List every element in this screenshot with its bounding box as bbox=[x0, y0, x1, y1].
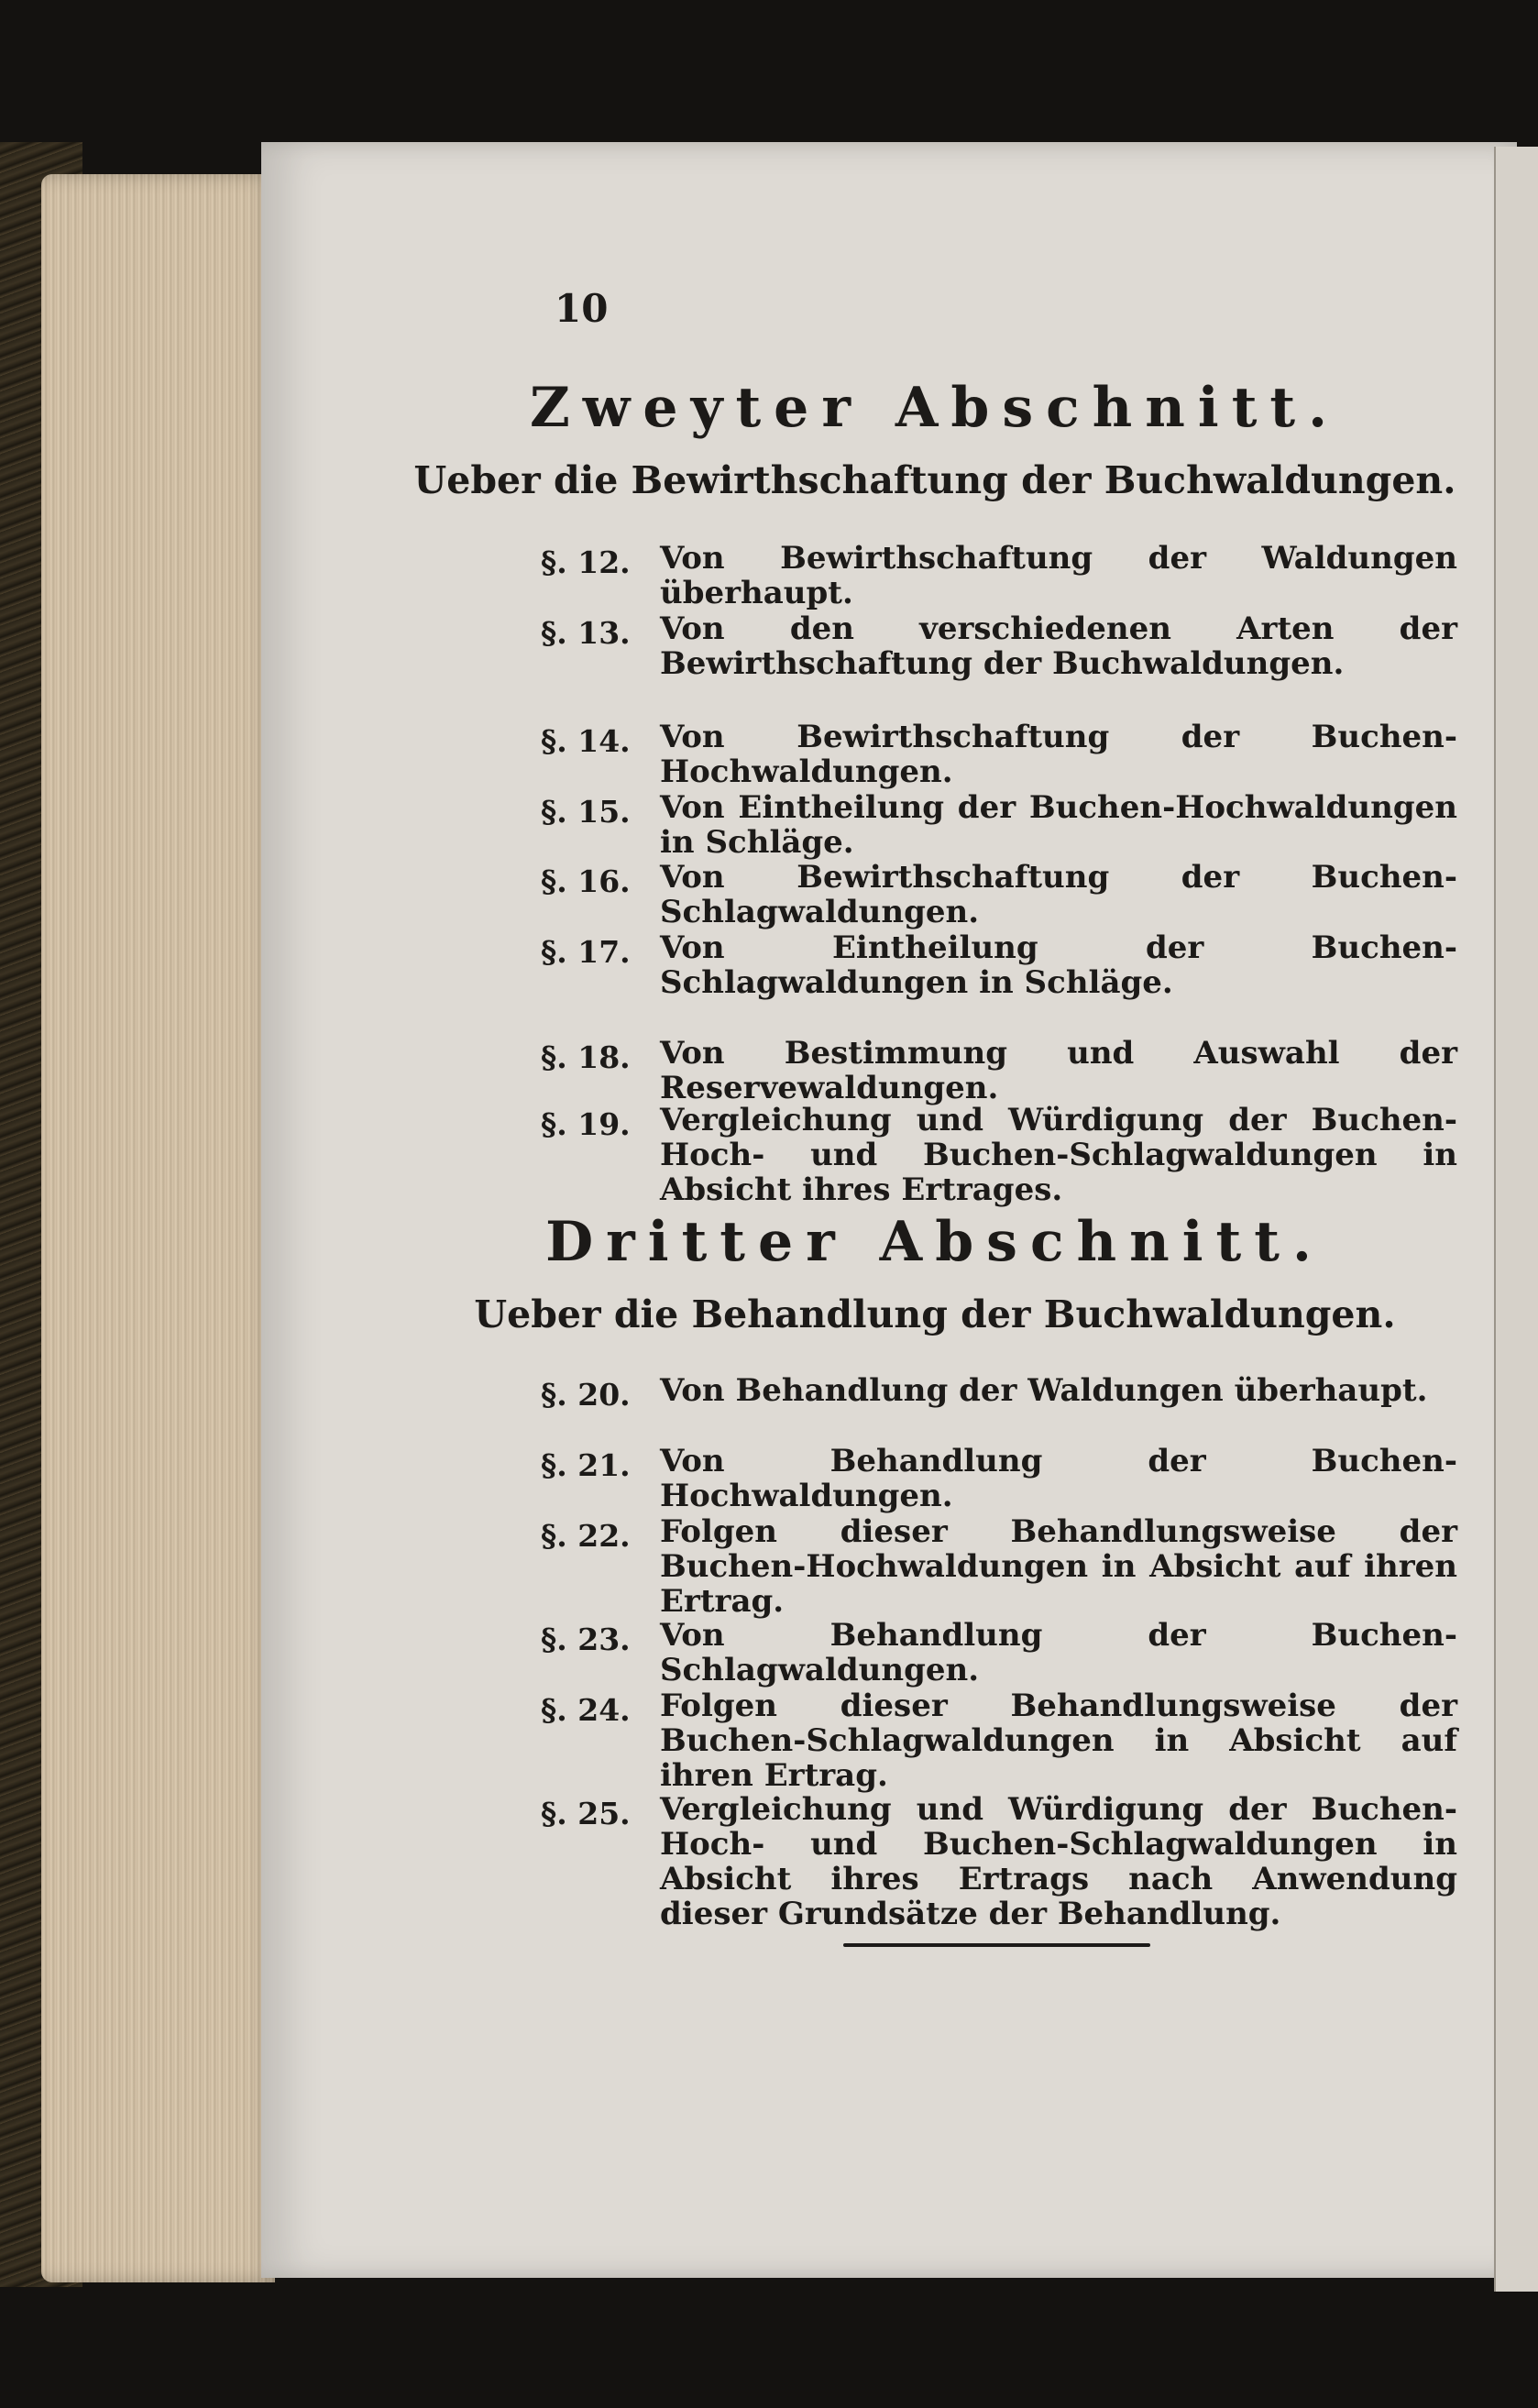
toc-entry bbox=[541, 1036, 1457, 1105]
entry-text: Von Bewirthschaftung der Buchen-Hochwaldungen. bbox=[660, 719, 1457, 790]
section-title-zweyter: Zweyter Abschnitt. bbox=[529, 376, 1341, 440]
entry-text: Vergleichung und Würdigung der Buchen-Hoch- und Buchen-Schlagwaldungen in Absicht ihres Ertrages. bbox=[660, 1102, 1457, 1208]
entry-text: Folgen dieser Behandlungsweise der Buchen-Hochwaldungen in Absicht auf ihren Ertrag. bbox=[660, 1513, 1457, 1620]
paragraph-number: §. 25. bbox=[541, 1796, 631, 1831]
toc-entry bbox=[541, 1444, 1457, 1513]
entry-text: Von Eintheilung der Buchen-Hochwaldungen in Schläge. bbox=[660, 789, 1457, 861]
paragraph-number: §. 22. bbox=[541, 1518, 631, 1554]
paragraph-number: §. 18. bbox=[541, 1039, 631, 1075]
toc-entry bbox=[541, 930, 1457, 1000]
entry-text: Von Eintheilung der Buchen-Schlagwaldungen in Schläge. bbox=[660, 929, 1457, 1001]
toc-entry bbox=[541, 1103, 1457, 1207]
section-subtitle-dritter: Ueber die Behandlung der Buchwaldungen. bbox=[474, 1292, 1396, 1336]
paragraph-number: §. 21. bbox=[541, 1447, 631, 1483]
paragraph-number: §. 20. bbox=[541, 1377, 631, 1413]
paragraph-number: §. 24. bbox=[541, 1692, 631, 1728]
toc-entry bbox=[541, 1792, 1457, 1931]
section-title-dritter: Dritter Abschnitt. bbox=[545, 1210, 1324, 1274]
entry-text: Folgen dieser Behandlungsweise der Buchen-Schlagwaldungen in Absicht auf ihren Ertrag. bbox=[660, 1688, 1457, 1794]
paragraph-number: §. 16. bbox=[541, 863, 631, 899]
paragraph-number: §. 23. bbox=[541, 1622, 631, 1657]
toc-entry bbox=[541, 860, 1457, 929]
entry-text: Vergleichung und Würdigung der Buchen-Hoch- und Buchen-Schlagwaldungen in Absicht ihres Ertrags nach Anwendung dieser Grundsätze der Behandlung. bbox=[660, 1791, 1457, 1932]
toc-entry bbox=[541, 720, 1457, 789]
paragraph-number: §. 13. bbox=[541, 615, 631, 651]
entry-text: Von den verschiedenen Arten der Bewirthschaftung der Buchwaldungen. bbox=[660, 610, 1457, 682]
entry-text: Von Behandlung der Waldungen überhaupt. bbox=[660, 1372, 1428, 1409]
toc-entry bbox=[541, 611, 1457, 681]
entry-text: Von Bewirthschaftung der Buchen-Schlagwaldungen. bbox=[660, 859, 1457, 930]
section-subtitle-zweyter: Ueber die Bewirthschaftung der Buchwaldungen. bbox=[413, 458, 1456, 502]
toc-entry bbox=[541, 1514, 1457, 1619]
toc-entry bbox=[541, 1373, 1457, 1413]
toc-entry bbox=[541, 1688, 1457, 1793]
entry-text: Von Bewirthschaftung der Waldungen überhaupt. bbox=[660, 540, 1457, 611]
page-number: 10 bbox=[555, 286, 609, 331]
toc-entry bbox=[541, 790, 1457, 860]
facing-page-edge bbox=[1494, 147, 1538, 2292]
entry-text: Von Bestimmung und Auswahl der Reservewaldungen. bbox=[660, 1035, 1457, 1106]
toc-entry bbox=[541, 541, 1457, 610]
end-rule bbox=[843, 1943, 1150, 1947]
entry-text: Von Behandlung der Buchen-Hochwaldungen. bbox=[660, 1443, 1457, 1514]
entry-text: Von Behandlung der Buchen-Schlagwaldungen. bbox=[660, 1617, 1457, 1688]
paragraph-number: §. 17. bbox=[541, 934, 631, 970]
paragraph-number: §. 19. bbox=[541, 1106, 631, 1142]
paragraph-number: §. 15. bbox=[541, 794, 631, 830]
page-edges bbox=[41, 174, 275, 2282]
paragraph-number: §. 14. bbox=[541, 723, 631, 759]
paragraph-number: §. 12. bbox=[541, 544, 631, 580]
toc-entry bbox=[541, 1618, 1457, 1688]
